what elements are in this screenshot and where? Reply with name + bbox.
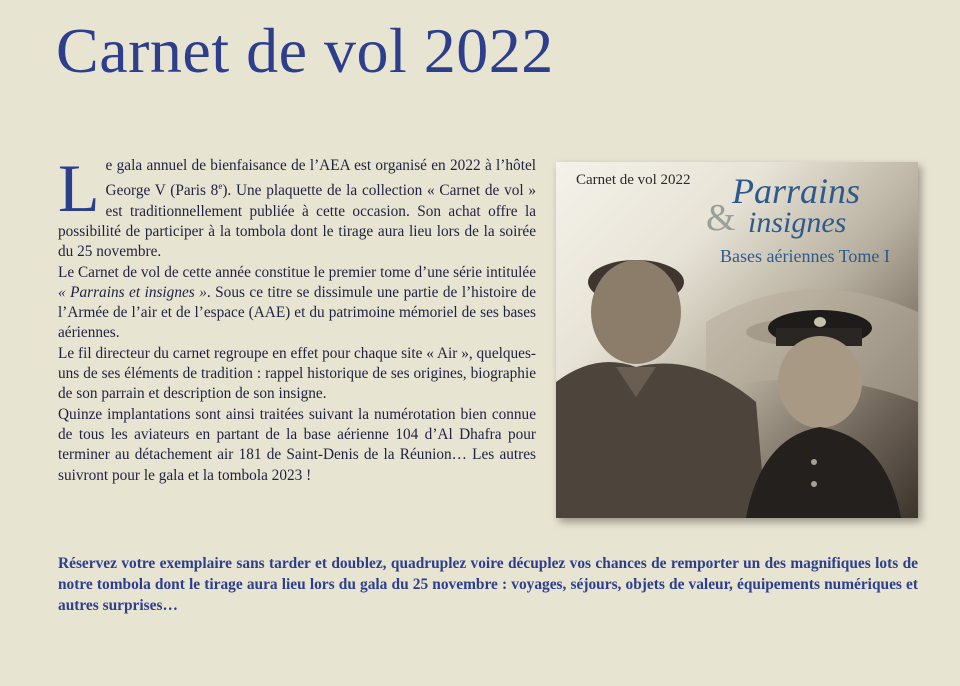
superscript-e: e (218, 181, 223, 192)
paragraph-2-rest: . Sous ce titre se dissimule une partie de l’histoire de l’Armée de l’air et de l’espace (AAE) et du patrimoine mémoriel de ses bases aériennes. (58, 283, 536, 342)
article-body (58, 150, 536, 486)
paragraph-1 (58, 150, 536, 263)
paragraph-4: Quinze implantations sont ainsi traitées suivant la numérotation bien connue de tous les aviateurs en partant de la base aérienne 104 d’Al Dhafra pour terminer au détachement air 181 de Saint-Denis de la Réunion… Les autres suivront pour le gala et la tombola 2023 ! (58, 405, 536, 484)
cover-series-label: Carnet de vol 2022 (576, 172, 691, 188)
drop-cap: L (58, 150, 100, 226)
paragraph-2 (58, 263, 536, 344)
cover-photo (556, 162, 918, 518)
paragraph-2-text: Le Carnet de vol de cette année constitue le premier tome d’une série intitulée (58, 263, 536, 281)
book-cover-image (556, 162, 918, 518)
page-title: Carnet de vol 2022 (56, 15, 554, 86)
cover-subtitle: Bases aériennes Tome I (720, 246, 890, 266)
cover-ampersand: & (706, 197, 736, 239)
cover-title-parrains: Parrains (732, 171, 861, 211)
paragraph-1-text: e gala annuel de bienfaisance de l’AEA est organisé en 2022 à l’hôtel George V (Paris 8 (105, 157, 536, 200)
call-to-action: Réservez votre exemplaire sans tarder et doublez, quadruplez voire décuplez vos chances de remporter un des magnifiques lots de notre tombola dont le tirage aura lieu lors du gala du 25 novembre : voyages, séjours, objets de valeur, équipements numériques et autres surprises… (58, 555, 918, 614)
cover-title-insignes: insignes (748, 206, 847, 239)
series-title: « Parrains et insignes » (58, 283, 207, 301)
paragraph-1-rest: ). Une plaquette de la collection « Carnet de vol » est traditionnellement publiée à cette occasion. Son achat offre la possibilité de participer à la tombola dont le tirage aura lieu lors de la soirée du 25 novembre. (58, 182, 536, 261)
paragraph-3: Le fil directeur du carnet regroupe en effet pour chaque site « Air », quelques-uns de ses éléments de tradition : rappel historique de ses origines, biographie de son parrain et description de son insigne. (58, 344, 536, 403)
